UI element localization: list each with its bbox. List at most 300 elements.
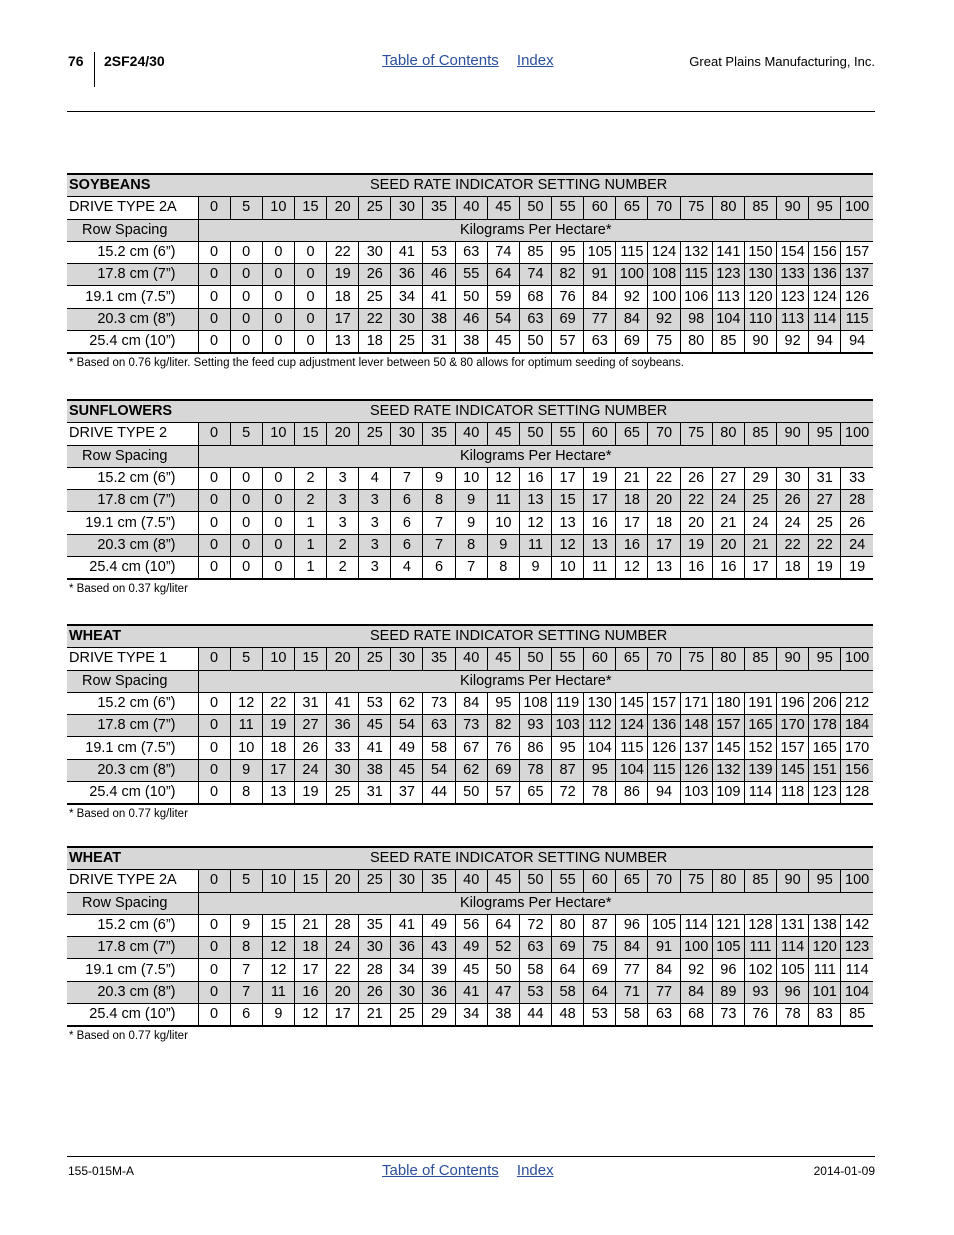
rate-cell: 17 bbox=[584, 490, 616, 512]
row-spacing: 19.1 cm (7.5”) bbox=[67, 286, 198, 308]
rate-cell: 114 bbox=[744, 782, 776, 805]
rate-cell: 92 bbox=[680, 959, 712, 981]
setting-number: 40 bbox=[455, 197, 487, 219]
rate-cell: 184 bbox=[841, 715, 873, 737]
rate-cell: 136 bbox=[809, 264, 841, 286]
row-spacing: 25.4 cm (10”) bbox=[67, 1004, 198, 1027]
rate-cell: 84 bbox=[455, 692, 487, 714]
rate-cell: 8 bbox=[455, 534, 487, 556]
rate-cell: 104 bbox=[712, 308, 744, 330]
crop-name: WHEAT bbox=[67, 847, 198, 870]
setting-number: 100 bbox=[841, 197, 873, 219]
rate-cell: 1 bbox=[294, 512, 326, 534]
rate-cell: 17 bbox=[616, 512, 648, 534]
toc-link-bottom[interactable]: Table of Contents bbox=[382, 1162, 499, 1179]
rate-cell: 96 bbox=[777, 981, 809, 1003]
setting-number: 65 bbox=[616, 423, 648, 445]
rate-cell: 9 bbox=[487, 534, 519, 556]
setting-number: 90 bbox=[777, 648, 809, 670]
rate-cell: 17 bbox=[294, 959, 326, 981]
setting-number: 15 bbox=[294, 648, 326, 670]
seed-table-0 bbox=[67, 173, 873, 369]
table-footnote: * Based on 0.76 kg/liter. Setting the feed cup adjustment lever between 50 & 80 allows for optimum seeding of soybeans. bbox=[69, 357, 684, 370]
drive-type-row bbox=[67, 648, 873, 670]
rate-cell: 19 bbox=[680, 534, 712, 556]
setting-number: 55 bbox=[552, 870, 584, 892]
rate-cell: 100 bbox=[648, 286, 680, 308]
setting-number: 10 bbox=[262, 870, 294, 892]
table-row bbox=[67, 241, 873, 263]
row-spacing: 25.4 cm (10”) bbox=[67, 557, 198, 580]
setting-number: 0 bbox=[198, 648, 230, 670]
rate-cell: 105 bbox=[584, 241, 616, 263]
table-row bbox=[67, 759, 873, 781]
rate-cell: 41 bbox=[391, 914, 423, 936]
rate-cell: 9 bbox=[455, 490, 487, 512]
rate-cell: 0 bbox=[198, 490, 230, 512]
rate-cell: 21 bbox=[294, 914, 326, 936]
row-spacing: 19.1 cm (7.5”) bbox=[67, 737, 198, 759]
rate-cell: 0 bbox=[198, 308, 230, 330]
setting-number: 35 bbox=[423, 870, 455, 892]
rate-cell: 0 bbox=[198, 534, 230, 556]
rate-cell: 132 bbox=[680, 241, 712, 263]
rate-cell: 67 bbox=[455, 737, 487, 759]
rate-cell: 137 bbox=[680, 737, 712, 759]
rate-cell: 75 bbox=[648, 331, 680, 354]
rate-cell: 74 bbox=[519, 264, 551, 286]
row-spacing: 19.1 cm (7.5”) bbox=[67, 512, 198, 534]
rate-cell: 114 bbox=[777, 937, 809, 959]
setting-number: 50 bbox=[519, 870, 551, 892]
rate-cell: 16 bbox=[294, 981, 326, 1003]
rate-cell: 0 bbox=[262, 241, 294, 263]
rate-cell: 11 bbox=[262, 981, 294, 1003]
rate-cell: 115 bbox=[680, 264, 712, 286]
setting-number: 25 bbox=[359, 423, 391, 445]
rate-cell: 95 bbox=[552, 241, 584, 263]
table-row bbox=[67, 534, 873, 556]
rate-cell: 124 bbox=[616, 715, 648, 737]
rate-cell: 11 bbox=[487, 490, 519, 512]
seed-table-1 bbox=[67, 399, 873, 595]
table-row bbox=[67, 959, 873, 981]
units-header: Kilograms Per Hectare* bbox=[198, 219, 873, 241]
rate-cell: 0 bbox=[294, 308, 326, 330]
rate-cell: 115 bbox=[616, 241, 648, 263]
table-footnote: * Based on 0.77 kg/liter bbox=[69, 1030, 188, 1043]
rate-cell: 64 bbox=[584, 981, 616, 1003]
rate-cell: 96 bbox=[616, 914, 648, 936]
setting-number: 20 bbox=[327, 870, 359, 892]
seed-rate-table bbox=[67, 173, 873, 354]
rate-cell: 83 bbox=[809, 1004, 841, 1027]
seed-table-2 bbox=[67, 624, 873, 820]
rate-cell: 170 bbox=[777, 715, 809, 737]
rate-cell: 53 bbox=[519, 981, 551, 1003]
setting-number: 95 bbox=[809, 648, 841, 670]
rate-cell: 16 bbox=[712, 557, 744, 580]
rate-cell: 48 bbox=[552, 1004, 584, 1027]
rate-cell: 78 bbox=[777, 1004, 809, 1027]
row-spacing: 25.4 cm (10”) bbox=[67, 782, 198, 805]
rate-cell: 41 bbox=[359, 737, 391, 759]
setting-number: 90 bbox=[777, 423, 809, 445]
rate-cell: 8 bbox=[230, 937, 262, 959]
rate-cell: 0 bbox=[230, 264, 262, 286]
setting-number: 50 bbox=[519, 197, 551, 219]
rate-cell: 19 bbox=[262, 715, 294, 737]
row-spacing: 17.8 cm (7”) bbox=[67, 937, 198, 959]
setting-number: 0 bbox=[198, 197, 230, 219]
rate-cell: 77 bbox=[648, 981, 680, 1003]
rate-cell: 126 bbox=[841, 286, 873, 308]
setting-number: 10 bbox=[262, 423, 294, 445]
rate-cell: 0 bbox=[198, 1004, 230, 1027]
drive-type: DRIVE TYPE 2A bbox=[67, 197, 198, 219]
rate-cell: 0 bbox=[198, 759, 230, 781]
rate-cell: 31 bbox=[809, 467, 841, 489]
rate-cell: 34 bbox=[455, 1004, 487, 1027]
row-spacing: 15.2 cm (6”) bbox=[67, 467, 198, 489]
rate-cell: 19 bbox=[327, 264, 359, 286]
doc-date: 2014-01-09 bbox=[813, 1164, 875, 1178]
rate-cell: 1 bbox=[294, 534, 326, 556]
table-row bbox=[67, 692, 873, 714]
setting-number: 20 bbox=[327, 648, 359, 670]
rate-cell: 24 bbox=[777, 512, 809, 534]
rate-cell: 178 bbox=[809, 715, 841, 737]
rate-cell: 69 bbox=[552, 308, 584, 330]
rate-cell: 63 bbox=[455, 241, 487, 263]
rate-cell: 105 bbox=[777, 959, 809, 981]
rate-cell: 19 bbox=[841, 557, 873, 580]
rate-cell: 13 bbox=[327, 331, 359, 354]
setting-number: 0 bbox=[198, 870, 230, 892]
rate-cell: 93 bbox=[519, 715, 551, 737]
rate-cell: 7 bbox=[230, 959, 262, 981]
rate-cell: 28 bbox=[359, 959, 391, 981]
rate-cell: 25 bbox=[809, 512, 841, 534]
rate-cell: 24 bbox=[294, 759, 326, 781]
toc-link-top[interactable]: Table of Contents bbox=[382, 52, 499, 69]
rate-cell: 26 bbox=[359, 981, 391, 1003]
rate-cell: 16 bbox=[616, 534, 648, 556]
rate-cell: 38 bbox=[423, 308, 455, 330]
rate-cell: 126 bbox=[648, 737, 680, 759]
table-title-row bbox=[67, 174, 873, 197]
setting-number: 80 bbox=[712, 423, 744, 445]
rate-cell: 139 bbox=[744, 759, 776, 781]
rate-cell: 0 bbox=[198, 959, 230, 981]
rate-cell: 157 bbox=[777, 737, 809, 759]
rate-cell: 20 bbox=[712, 534, 744, 556]
rate-cell: 31 bbox=[359, 782, 391, 805]
setting-number: 15 bbox=[294, 197, 326, 219]
setting-number: 100 bbox=[841, 648, 873, 670]
rate-cell: 36 bbox=[327, 715, 359, 737]
row-spacing: 17.8 cm (7”) bbox=[67, 264, 198, 286]
units-row bbox=[67, 670, 873, 692]
row-spacing: 20.3 cm (8”) bbox=[67, 981, 198, 1003]
rate-cell: 24 bbox=[841, 534, 873, 556]
rate-cell: 63 bbox=[519, 308, 551, 330]
rate-cell: 12 bbox=[262, 959, 294, 981]
rate-cell: 4 bbox=[391, 557, 423, 580]
table-row bbox=[67, 914, 873, 936]
model-name: 2SF24/30 bbox=[104, 53, 165, 69]
rate-cell: 26 bbox=[359, 264, 391, 286]
rate-cell: 150 bbox=[744, 241, 776, 263]
rate-cell: 94 bbox=[809, 331, 841, 354]
rate-cell: 31 bbox=[423, 331, 455, 354]
rate-cell: 34 bbox=[391, 286, 423, 308]
rate-cell: 36 bbox=[423, 981, 455, 1003]
rate-cell: 12 bbox=[552, 534, 584, 556]
setting-number: 40 bbox=[455, 870, 487, 892]
rate-cell: 62 bbox=[455, 759, 487, 781]
rate-cell: 106 bbox=[680, 286, 712, 308]
rate-cell: 24 bbox=[712, 490, 744, 512]
rate-cell: 25 bbox=[391, 331, 423, 354]
drive-type: DRIVE TYPE 2A bbox=[67, 870, 198, 892]
setting-number: 90 bbox=[777, 197, 809, 219]
rate-cell: 30 bbox=[391, 981, 423, 1003]
rate-cell: 21 bbox=[744, 534, 776, 556]
rate-cell: 118 bbox=[777, 782, 809, 805]
rate-cell: 126 bbox=[680, 759, 712, 781]
rate-cell: 3 bbox=[327, 512, 359, 534]
rate-cell: 55 bbox=[455, 264, 487, 286]
rate-cell: 123 bbox=[841, 937, 873, 959]
rate-cell: 3 bbox=[327, 467, 359, 489]
rate-cell: 12 bbox=[487, 467, 519, 489]
rate-cell: 114 bbox=[809, 308, 841, 330]
rate-cell: 41 bbox=[423, 286, 455, 308]
rate-cell: 9 bbox=[455, 512, 487, 534]
rate-cell: 45 bbox=[455, 959, 487, 981]
rate-cell: 154 bbox=[777, 241, 809, 263]
rate-cell: 4 bbox=[359, 467, 391, 489]
rate-cell: 157 bbox=[712, 715, 744, 737]
rate-cell: 36 bbox=[391, 937, 423, 959]
setting-number: 55 bbox=[552, 423, 584, 445]
setting-number: 35 bbox=[423, 648, 455, 670]
setting-number-title: SEED RATE INDICATOR SETTING NUMBER bbox=[198, 847, 873, 870]
rate-cell: 0 bbox=[262, 264, 294, 286]
rate-cell: 84 bbox=[648, 959, 680, 981]
seed-rate-table bbox=[67, 399, 873, 580]
rate-cell: 3 bbox=[359, 512, 391, 534]
rate-cell: 19 bbox=[294, 782, 326, 805]
rate-cell: 49 bbox=[455, 937, 487, 959]
rate-cell: 10 bbox=[230, 737, 262, 759]
rate-cell: 43 bbox=[423, 937, 455, 959]
rate-cell: 171 bbox=[680, 692, 712, 714]
setting-number: 60 bbox=[584, 197, 616, 219]
rate-cell: 8 bbox=[487, 557, 519, 580]
rate-cell: 1 bbox=[294, 557, 326, 580]
rate-cell: 102 bbox=[744, 959, 776, 981]
setting-number: 40 bbox=[455, 648, 487, 670]
rate-cell: 0 bbox=[294, 331, 326, 354]
rate-cell: 206 bbox=[809, 692, 841, 714]
rate-cell: 44 bbox=[519, 1004, 551, 1027]
rate-cell: 7 bbox=[455, 557, 487, 580]
row-spacing: 15.2 cm (6”) bbox=[67, 914, 198, 936]
index-link-bottom[interactable]: Index bbox=[516, 1162, 554, 1179]
rate-cell: 91 bbox=[584, 264, 616, 286]
rate-cell: 58 bbox=[519, 959, 551, 981]
rate-cell: 46 bbox=[423, 264, 455, 286]
rate-cell: 98 bbox=[680, 308, 712, 330]
rate-cell: 105 bbox=[712, 937, 744, 959]
rate-cell: 121 bbox=[712, 914, 744, 936]
rate-cell: 0 bbox=[230, 241, 262, 263]
rate-cell: 120 bbox=[744, 286, 776, 308]
rate-cell: 17 bbox=[552, 467, 584, 489]
rate-cell: 18 bbox=[327, 286, 359, 308]
rate-cell: 152 bbox=[744, 737, 776, 759]
rate-cell: 22 bbox=[327, 241, 359, 263]
rate-cell: 6 bbox=[391, 534, 423, 556]
setting-number: 20 bbox=[327, 197, 359, 219]
rate-cell: 12 bbox=[262, 937, 294, 959]
setting-number: 70 bbox=[648, 648, 680, 670]
index-link-top[interactable]: Index bbox=[516, 52, 554, 69]
rate-cell: 0 bbox=[230, 534, 262, 556]
row-spacing: 17.8 cm (7”) bbox=[67, 490, 198, 512]
rate-cell: 0 bbox=[198, 914, 230, 936]
setting-number: 75 bbox=[680, 870, 712, 892]
setting-number: 5 bbox=[230, 648, 262, 670]
rate-cell: 141 bbox=[712, 241, 744, 263]
rate-cell: 50 bbox=[455, 286, 487, 308]
rate-cell: 17 bbox=[744, 557, 776, 580]
setting-number: 10 bbox=[262, 648, 294, 670]
rate-cell: 0 bbox=[262, 308, 294, 330]
rate-cell: 22 bbox=[809, 534, 841, 556]
setting-number: 95 bbox=[809, 197, 841, 219]
rate-cell: 53 bbox=[423, 241, 455, 263]
setting-number: 15 bbox=[294, 870, 326, 892]
setting-number: 100 bbox=[841, 870, 873, 892]
rate-cell: 39 bbox=[423, 959, 455, 981]
rate-cell: 145 bbox=[616, 692, 648, 714]
rate-cell: 30 bbox=[359, 937, 391, 959]
rate-cell: 2 bbox=[294, 467, 326, 489]
rate-cell: 0 bbox=[198, 737, 230, 759]
units-row bbox=[67, 892, 873, 914]
rate-cell: 37 bbox=[391, 782, 423, 805]
rate-cell: 0 bbox=[198, 241, 230, 263]
table-row bbox=[67, 512, 873, 534]
rate-cell: 22 bbox=[359, 308, 391, 330]
setting-number: 55 bbox=[552, 648, 584, 670]
rate-cell: 0 bbox=[198, 692, 230, 714]
rate-cell: 12 bbox=[616, 557, 648, 580]
setting-number: 30 bbox=[391, 648, 423, 670]
rate-cell: 103 bbox=[552, 715, 584, 737]
table-row bbox=[67, 490, 873, 512]
rate-cell: 89 bbox=[712, 981, 744, 1003]
rate-cell: 10 bbox=[552, 557, 584, 580]
rate-cell: 18 bbox=[777, 557, 809, 580]
rate-cell: 54 bbox=[391, 715, 423, 737]
rate-cell: 38 bbox=[455, 331, 487, 354]
rate-cell: 73 bbox=[455, 715, 487, 737]
table-row bbox=[67, 782, 873, 805]
rate-cell: 58 bbox=[552, 981, 584, 1003]
setting-number: 35 bbox=[423, 197, 455, 219]
rate-cell: 180 bbox=[712, 692, 744, 714]
rate-cell: 54 bbox=[487, 308, 519, 330]
setting-number: 60 bbox=[584, 423, 616, 445]
units-header: Kilograms Per Hectare* bbox=[198, 445, 873, 467]
rate-cell: 18 bbox=[359, 331, 391, 354]
row-spacing: 15.2 cm (6”) bbox=[67, 692, 198, 714]
rate-cell: 110 bbox=[744, 308, 776, 330]
table-row bbox=[67, 981, 873, 1003]
rate-cell: 92 bbox=[777, 331, 809, 354]
rate-cell: 17 bbox=[327, 1004, 359, 1027]
rate-cell: 109 bbox=[712, 782, 744, 805]
rate-cell: 11 bbox=[584, 557, 616, 580]
rate-cell: 120 bbox=[809, 937, 841, 959]
rate-cell: 20 bbox=[327, 981, 359, 1003]
rate-cell: 111 bbox=[744, 937, 776, 959]
rate-cell: 18 bbox=[294, 937, 326, 959]
rate-cell: 25 bbox=[391, 1004, 423, 1027]
rate-cell: 132 bbox=[712, 759, 744, 781]
drive-type: DRIVE TYPE 2 bbox=[67, 423, 198, 445]
header-divider bbox=[94, 52, 95, 87]
rate-cell: 18 bbox=[648, 512, 680, 534]
table-row bbox=[67, 937, 873, 959]
rate-cell: 133 bbox=[777, 264, 809, 286]
seed-rate-table bbox=[67, 846, 873, 1027]
rate-cell: 85 bbox=[519, 241, 551, 263]
rate-cell: 0 bbox=[262, 490, 294, 512]
rate-cell: 36 bbox=[391, 264, 423, 286]
setting-number: 20 bbox=[327, 423, 359, 445]
rate-cell: 35 bbox=[359, 914, 391, 936]
rate-cell: 115 bbox=[616, 737, 648, 759]
rate-cell: 76 bbox=[744, 1004, 776, 1027]
rate-cell: 95 bbox=[487, 692, 519, 714]
seed-table-3 bbox=[67, 846, 873, 1042]
rate-cell: 27 bbox=[294, 715, 326, 737]
setting-number: 60 bbox=[584, 870, 616, 892]
table-footnote: * Based on 0.77 kg/liter bbox=[69, 808, 188, 821]
rate-cell: 69 bbox=[552, 937, 584, 959]
rate-cell: 50 bbox=[455, 782, 487, 805]
setting-number: 70 bbox=[648, 197, 680, 219]
rate-cell: 0 bbox=[198, 557, 230, 580]
rate-cell: 33 bbox=[327, 737, 359, 759]
rate-cell: 72 bbox=[519, 914, 551, 936]
setting-number: 95 bbox=[809, 423, 841, 445]
rate-cell: 76 bbox=[552, 286, 584, 308]
rate-cell: 58 bbox=[616, 1004, 648, 1027]
units-header: Kilograms Per Hectare* bbox=[198, 670, 873, 692]
rate-cell: 86 bbox=[616, 782, 648, 805]
rate-cell: 151 bbox=[809, 759, 841, 781]
table-row bbox=[67, 557, 873, 580]
rate-cell: 19 bbox=[809, 557, 841, 580]
rate-cell: 156 bbox=[809, 241, 841, 263]
rate-cell: 6 bbox=[230, 1004, 262, 1027]
